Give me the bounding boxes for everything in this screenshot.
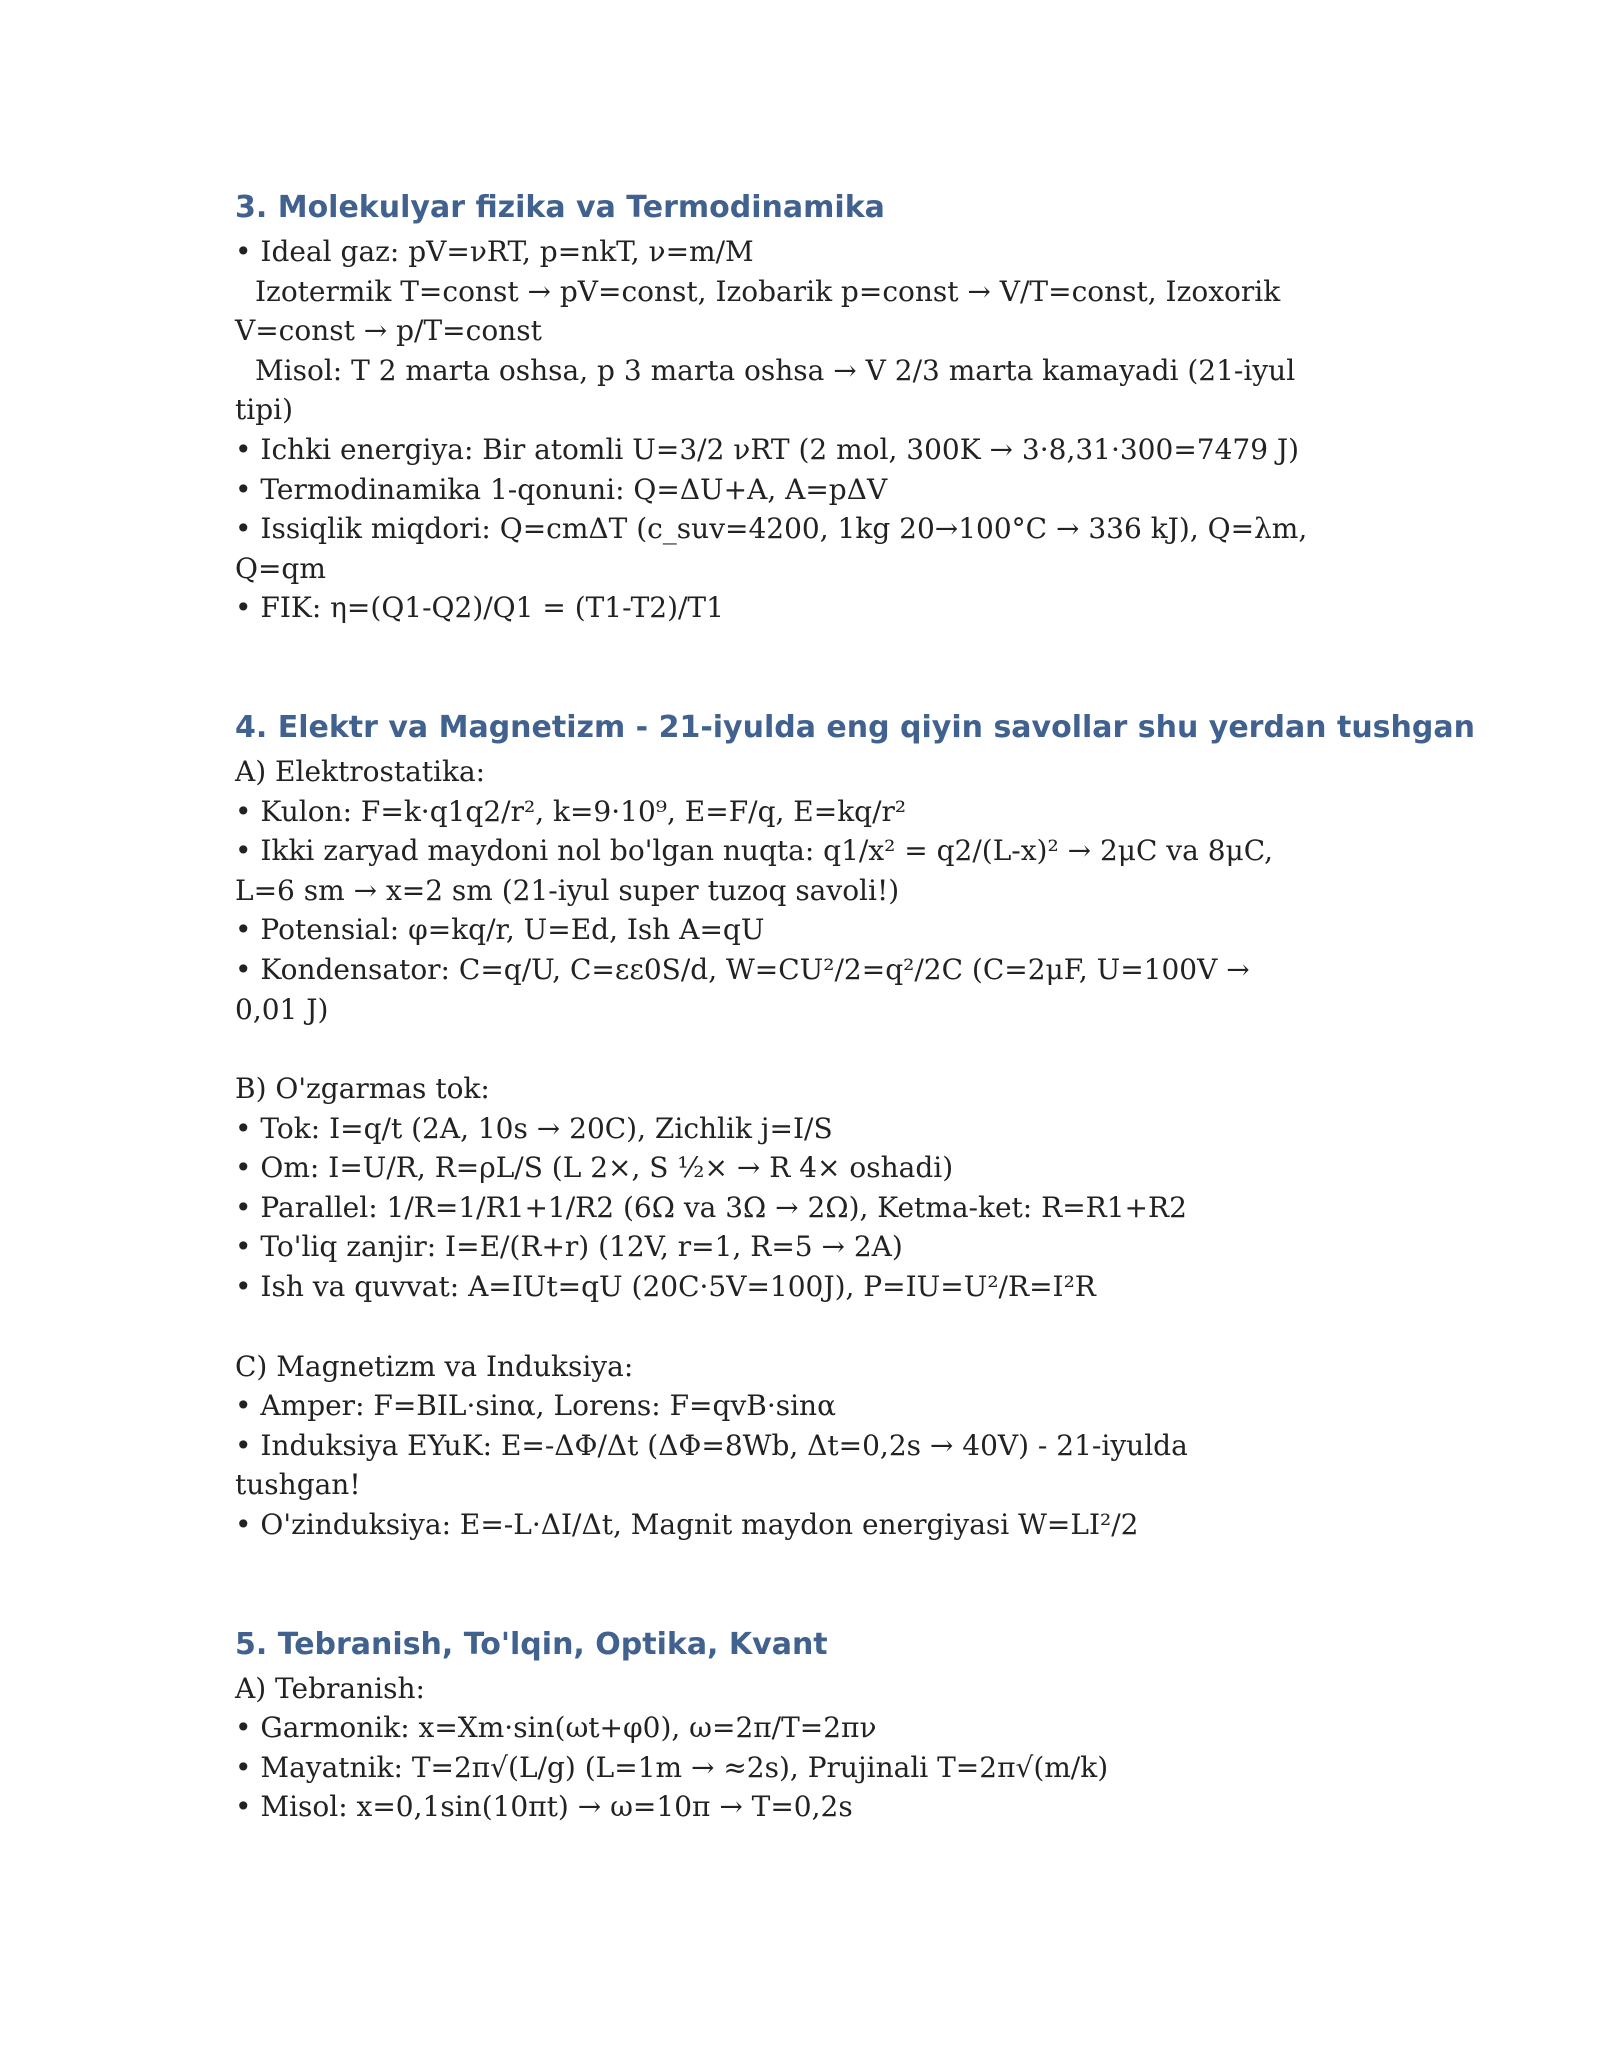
internal-energy-line: • Ichki energiya: Bir atomli U=3/2 νRT (2 mol, 300K → 3·8,31·300=7479 J) bbox=[235, 432, 1300, 466]
isoprocess-line: Izotermik T=const → pV=const, Izobarik p=const → V/T=const, Izoxorik bbox=[255, 274, 1281, 308]
example-line: Misol: T 2 marta oshsa, p 3 marta oshsa → V 2/3 marta kamayadi (21-iyul bbox=[255, 353, 1296, 387]
full-circuit-line: • To'liq zanjir: I=E/(R+r) (12V, r=1, R=5 → 2A) bbox=[235, 1230, 903, 1264]
section-4-heading: 4. Elektr va Magnetizm - 21-iyulda eng qiyin savollar shu yerdan tushgan bbox=[235, 709, 1475, 745]
subsection-gap bbox=[235, 1307, 1365, 1347]
induction-line-cont: tushgan! bbox=[235, 1468, 361, 1502]
subsection-gap bbox=[235, 1029, 1365, 1069]
section-gap bbox=[235, 1545, 1365, 1623]
harmonic-line: • Garmonik: x=Xm·sin(ωt+φ0), ω=2π/T=2πν bbox=[235, 1711, 877, 1745]
section-gap bbox=[235, 628, 1365, 706]
current-line: • Tok: I=q/t (2A, 10s → 20C), Zichlik j=I/S bbox=[235, 1111, 833, 1145]
section-3-heading: 3. Molekulyar fizika va Termodinamika bbox=[235, 190, 885, 225]
zero-field-line: • Ikki zaryad maydoni nol bo'lgan nuqta: q1/x² = q2/(L-x)² → 2μC va 8μC, bbox=[235, 834, 1274, 868]
capacitor-line: • Kondensator: C=q/U, C=εε0S/d, W=CU²/2=q²/2C (C=2μF, U=100V → bbox=[235, 952, 1250, 986]
electrostatics-block bbox=[235, 752, 1365, 1029]
section-3 bbox=[235, 186, 1365, 628]
potential-line: • Potensial: φ=kq/r, U=Ed, Ish A=qU bbox=[235, 913, 765, 947]
isoprocess-line-cont: V=const → p/T=const bbox=[235, 314, 542, 348]
example-line-cont: tipi) bbox=[235, 393, 294, 427]
induction-line: • Induksiya EYuK: E=-ΔΦ/Δt (ΔΦ=8Wb, Δt=0,2s → 40V) - 21-iyulda bbox=[235, 1428, 1188, 1462]
efficiency-line: • FIK: η=(Q1-Q2)/Q1 = (T1-T2)/T1 bbox=[235, 591, 724, 625]
ampere-line: • Amper: F=BIL·sinα, Lorens: F=qvB·sinα bbox=[235, 1389, 837, 1423]
parallel-line: • Parallel: 1/R=1/R1+1/R2 (6Ω va 3Ω → 2Ω), Ketma-ket: R=R1+R2 bbox=[235, 1190, 1187, 1224]
self-induction-line: • O'zinduksiya: E=-L·ΔI/Δt, Magnit maydon energiyasi W=LI²/2 bbox=[235, 1508, 1139, 1542]
ohm-line: • Om: I=U/R, R=ρL/S (L 2×, S ½× → R 4× oshadi) bbox=[235, 1151, 954, 1185]
direct-current-subheading: B) O'zgarmas tok: bbox=[235, 1072, 490, 1106]
oscillation-example-line: • Misol: x=0,1sin(10πt) → ω=10π → T=0,2s bbox=[235, 1790, 853, 1824]
first-law-line: • Termodinamika 1-qonuni: Q=ΔU+A, A=pΔV bbox=[235, 472, 888, 506]
direct-current-block bbox=[235, 1069, 1365, 1307]
heat-quantity-line-cont: Q=qm bbox=[235, 551, 326, 585]
section-4 bbox=[235, 706, 1475, 1545]
heat-quantity-line: • Issiqlik miqdori: Q=cmΔT (c_suv=4200, 1kg 20→100°C → 336 kJ), Q=λm, bbox=[235, 512, 1308, 546]
ideal-gas-line: • Ideal gaz: pV=νRT, p=nkT, ν=m/M bbox=[235, 235, 754, 268]
document-page bbox=[235, 186, 1475, 1827]
pendulum-line: • Mayatnik: T=2π√(L/g) (L=1m → ≈2s), Prujinali T=2π√(m/k) bbox=[235, 1750, 1109, 1784]
electrostatics-subheading: A) Elektrostatika: bbox=[235, 754, 486, 788]
section-5-heading: 5. Tebranish, To'lqin, Optika, Kvant bbox=[235, 1626, 828, 1662]
coulomb-line: • Kulon: F=k·q1q2/r², k=9·10⁹, E=F/q, E=kq/r² bbox=[235, 794, 907, 828]
zero-field-line-cont: L=6 sm → x=2 sm (21-iyul super tuzoq savoli!) bbox=[235, 873, 900, 907]
work-power-line: • Ish va quvvat: A=IUt=qU (20C·5V=100J), P=IU=U²/R=I²R bbox=[235, 1270, 1096, 1304]
oscillation-subheading: A) Tebranish: bbox=[235, 1671, 425, 1705]
capacitor-line-cont: 0,01 J) bbox=[235, 992, 329, 1026]
magnetism-subheading: C) Magnetizm va Induksiya: bbox=[235, 1349, 634, 1383]
magnetism-block bbox=[235, 1347, 1365, 1545]
section-5 bbox=[235, 1623, 1365, 1827]
